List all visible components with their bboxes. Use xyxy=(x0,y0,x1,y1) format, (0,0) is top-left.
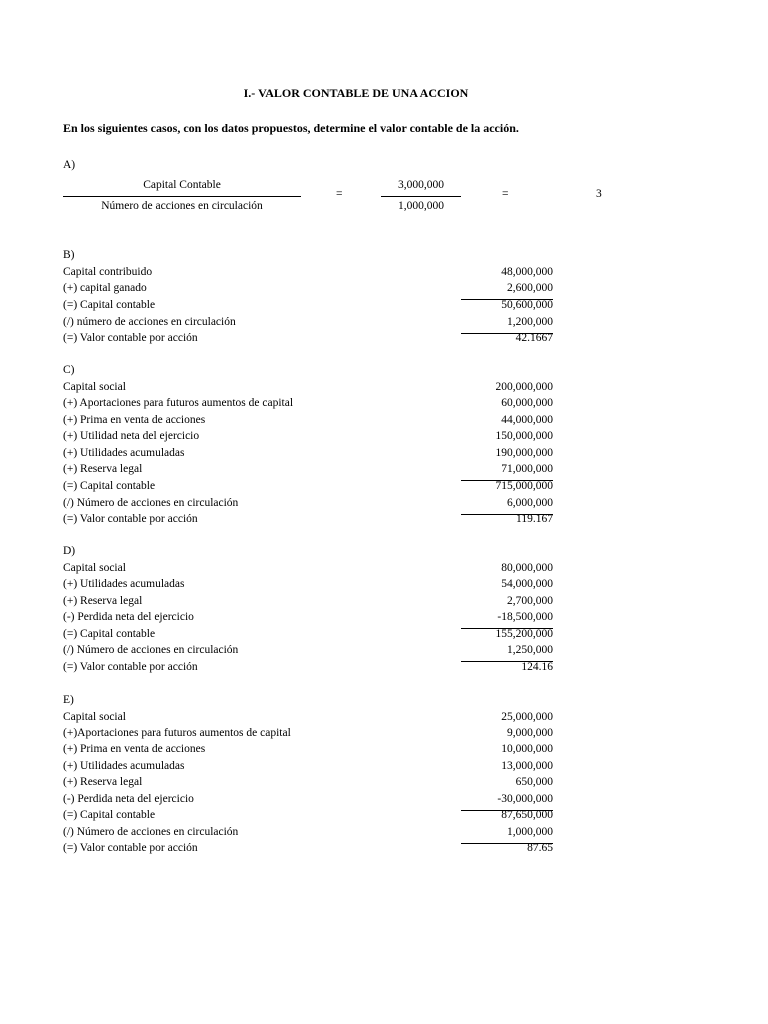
row-label: (+) Utilidades acumuladas xyxy=(63,760,185,772)
case-c-row xyxy=(63,381,553,397)
case-e-row xyxy=(63,743,553,759)
case-b-label: B) xyxy=(63,249,75,261)
row-value: 10,000,000 xyxy=(501,743,553,755)
case-e-row xyxy=(63,711,553,727)
row-value: 2,600,000 xyxy=(507,282,553,294)
case-e-row xyxy=(63,826,553,842)
row-label: Capital social xyxy=(63,562,126,574)
case-c-row xyxy=(63,430,553,446)
row-value: 1,000,000 xyxy=(507,826,553,838)
case-b-row xyxy=(63,282,553,298)
case-d-row xyxy=(63,628,553,644)
case-d-row xyxy=(63,661,553,677)
row-value: 87,650,000 xyxy=(501,809,553,821)
row-label: (+) capital ganado xyxy=(63,282,147,294)
case-a-numerator-label: Capital Contable xyxy=(143,179,221,191)
case-a-label: A) xyxy=(63,159,76,171)
case-a-equals-2: = xyxy=(502,188,509,200)
case-a-fraction-line-right xyxy=(381,196,461,197)
case-d-row xyxy=(63,644,553,660)
case-b-row xyxy=(63,266,553,282)
case-a-denominator-label: Número de acciones en circulación xyxy=(101,200,263,212)
case-e-label: E) xyxy=(63,694,74,706)
row-value: 155,200,000 xyxy=(495,628,553,640)
row-label: (+) Reserva legal xyxy=(63,595,143,607)
row-value: 54,000,000 xyxy=(501,578,553,590)
case-d-row xyxy=(63,611,553,627)
row-label: (+) Reserva legal xyxy=(63,463,143,475)
row-value: 124.16 xyxy=(521,661,553,673)
row-label: (+) Aportaciones para futuros aumentos de capital xyxy=(63,397,294,409)
case-c-label: C) xyxy=(63,364,75,376)
case-c-row xyxy=(63,463,553,479)
row-label: (+) Reserva legal xyxy=(63,776,143,788)
row-value: 44,000,000 xyxy=(501,414,553,426)
row-value: 150,000,000 xyxy=(495,430,553,442)
row-label: Capital contribuido xyxy=(63,266,153,278)
row-value: 60,000,000 xyxy=(501,397,553,409)
case-e-row xyxy=(63,842,553,858)
row-value: 715,000,000 xyxy=(495,480,553,492)
case-a-fraction-line-left xyxy=(63,196,301,197)
intro-text: En los siguientes casos, con los datos propuestos, determine el valor contable de la acción. xyxy=(63,121,519,135)
row-value: 50,600,000 xyxy=(501,299,553,311)
row-value: 71,000,000 xyxy=(501,463,553,475)
case-c-row xyxy=(63,480,553,496)
row-value: 80,000,000 xyxy=(501,562,553,574)
row-label: (=) Capital contable xyxy=(63,628,156,640)
row-label: (-) Perdida neta del ejercicio xyxy=(63,611,194,623)
row-label: (=) Capital contable xyxy=(63,809,156,821)
case-a-denominator-value: 1,000,000 xyxy=(398,200,444,212)
row-label: (/) Número de acciones en circulación xyxy=(63,644,239,656)
row-label: (=) Valor contable por acción xyxy=(63,661,198,673)
row-value: 87.65 xyxy=(527,842,553,854)
row-value: 9,000,000 xyxy=(507,727,553,739)
case-a-equals-1: = xyxy=(336,188,343,200)
row-label: (/) número de acciones en circulación xyxy=(63,316,236,328)
case-d-row xyxy=(63,578,553,594)
case-e-row xyxy=(63,727,553,743)
row-label: (-) Perdida neta del ejercicio xyxy=(63,793,194,805)
row-value: 190,000,000 xyxy=(495,447,553,459)
row-label: (/) Número de acciones en circulación xyxy=(63,826,239,838)
row-label: (=) Capital contable xyxy=(63,299,156,311)
case-b-row xyxy=(63,332,553,348)
row-value: 2,700,000 xyxy=(507,595,553,607)
row-value: 119.167 xyxy=(516,513,553,525)
row-label: (+) Utilidades acumuladas xyxy=(63,447,185,459)
row-label: Capital social xyxy=(63,381,126,393)
case-c-row xyxy=(63,414,553,430)
case-c-row xyxy=(63,447,553,463)
row-label: (+)Aportaciones para futuros aumentos de capital xyxy=(63,727,291,739)
row-label: (=) Valor contable por acción xyxy=(63,513,198,525)
row-value: 200,000,000 xyxy=(495,381,553,393)
row-value: 6,000,000 xyxy=(507,497,553,509)
case-b-row xyxy=(63,316,553,332)
case-e-row xyxy=(63,793,553,809)
row-value: 48,000,000 xyxy=(501,266,553,278)
row-label: (=) Valor contable por acción xyxy=(63,842,198,854)
case-a-result: 3 xyxy=(596,188,602,200)
case-e-row xyxy=(63,809,553,825)
case-b-row xyxy=(63,299,553,315)
row-label: (+) Prima en venta de acciones xyxy=(63,743,206,755)
case-a-numerator-value: 3,000,000 xyxy=(398,179,444,191)
row-value: -18,500,000 xyxy=(497,611,553,623)
row-label: (+) Utilidad neta del ejercicio xyxy=(63,430,200,442)
row-label: Capital social xyxy=(63,711,126,723)
case-d-row xyxy=(63,595,553,611)
row-label: (+) Utilidades acumuladas xyxy=(63,578,185,590)
case-e-row xyxy=(63,776,553,792)
case-d-row xyxy=(63,562,553,578)
row-value: -30,000,000 xyxy=(497,793,553,805)
row-label: (=) Valor contable por acción xyxy=(63,332,198,344)
row-label: (=) Capital contable xyxy=(63,480,156,492)
case-e-row xyxy=(63,760,553,776)
row-value: 1,250,000 xyxy=(507,644,553,656)
case-c-row xyxy=(63,497,553,513)
case-d-label: D) xyxy=(63,545,76,557)
row-value: 13,000,000 xyxy=(501,760,553,772)
row-value: 1,200,000 xyxy=(507,316,553,328)
row-value: 42.1667 xyxy=(515,332,553,344)
case-c-row xyxy=(63,397,553,413)
row-label: (/) Número de acciones en circulación xyxy=(63,497,239,509)
row-value: 650,000 xyxy=(515,776,553,788)
row-label: (+) Prima en venta de acciones xyxy=(63,414,206,426)
page-title: I.- VALOR CONTABLE DE UNA ACCION xyxy=(243,86,469,100)
case-c-row xyxy=(63,513,553,529)
row-value: 25,000,000 xyxy=(501,711,553,723)
